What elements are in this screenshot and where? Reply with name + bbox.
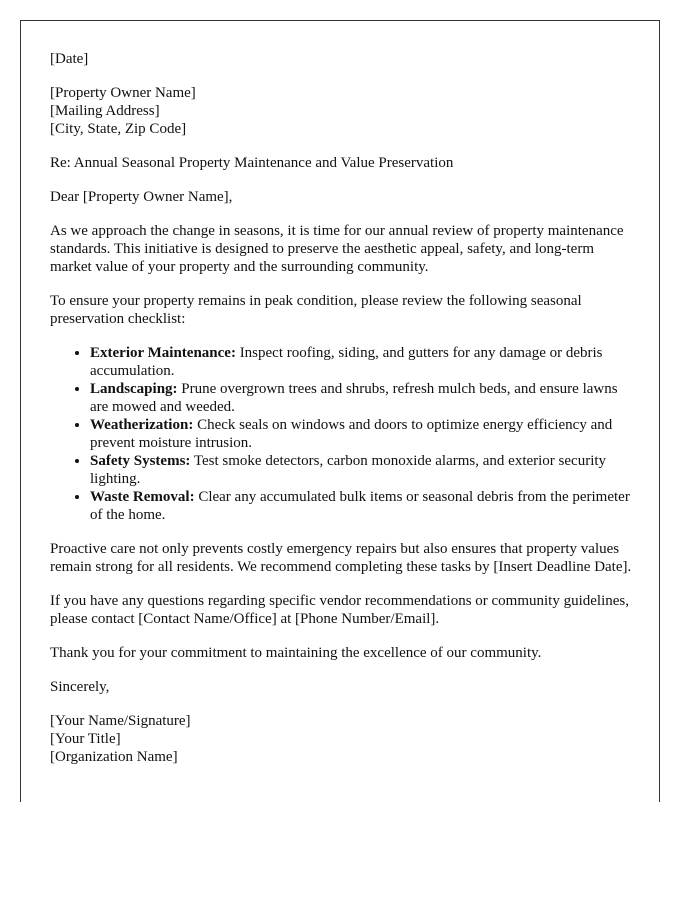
item-text: Test smoke detectors, carbon monoxide alarms, and exterior security lighting. <box>90 453 607 487</box>
recipient-block <box>50 84 634 138</box>
item-text: Prune overgrown trees and shrubs, refresh mulch beds, and ensure lawns are mowed and weeded. <box>90 381 618 415</box>
item-title: Landscaping: <box>90 381 178 397</box>
signature-block <box>50 712 634 766</box>
proactive-paragraph: Proactive care not only prevents costly emergency repairs but also ensures that property values remain strong for all residents. We recommend completing these tasks by [Insert Deadline Date]. <box>50 541 632 575</box>
date: [Date] <box>50 51 89 67</box>
item-text: Clear any accumulated bulk items or seasonal debris from the perimeter of the home. <box>90 489 630 523</box>
item-title: Safety Systems: <box>90 453 191 469</box>
list-item <box>90 380 634 416</box>
thanks-paragraph: Thank you for your commitment to maintaining the excellence of our community. <box>50 645 542 661</box>
recipient-address: [Mailing Address] <box>50 103 160 119</box>
closing: Sincerely, <box>50 679 110 695</box>
checklist-intro: To ensure your property remains in peak condition, please review the following seasonal preservation checklist: <box>50 293 582 327</box>
recipient-city: [City, State, Zip Code] <box>50 121 187 137</box>
checklist <box>50 344 634 524</box>
item-title: Weatherization: <box>90 417 194 433</box>
item-text: Check seals on windows and doors to optimize energy efficiency and prevent moisture intrusion. <box>90 417 613 451</box>
intro-paragraph: As we approach the change in seasons, it is time for our annual review of property maintenance standards. This initiative is designed to preserve the aesthetic appeal, safety, and long-term market value of your property and the surrounding community. <box>50 223 624 275</box>
list-item <box>90 416 634 452</box>
letter-body <box>50 50 634 782</box>
item-title: Waste Removal: <box>90 489 195 505</box>
signature-org: [Organization Name] <box>50 749 178 765</box>
recipient-name: [Property Owner Name] <box>50 85 196 101</box>
signature-title: [Your Title] <box>50 731 121 747</box>
letter-page <box>20 20 660 802</box>
list-item <box>90 344 634 380</box>
item-title: Exterior Maintenance: <box>90 345 236 361</box>
salutation: Dear [Property Owner Name], <box>50 189 233 205</box>
questions-paragraph: If you have any questions regarding specific vendor recommendations or community guidelines, please contact [Contact Name/Office] at [Phone Number/Email]. <box>50 593 630 627</box>
item-text: Inspect roofing, siding, and gutters for any damage or debris accumulation. <box>90 345 603 379</box>
list-item <box>90 488 634 524</box>
subject-line: Re: Annual Seasonal Property Maintenance and Value Preservation <box>50 155 454 171</box>
signature-name: [Your Name/Signature] <box>50 713 191 729</box>
list-item <box>90 452 634 488</box>
